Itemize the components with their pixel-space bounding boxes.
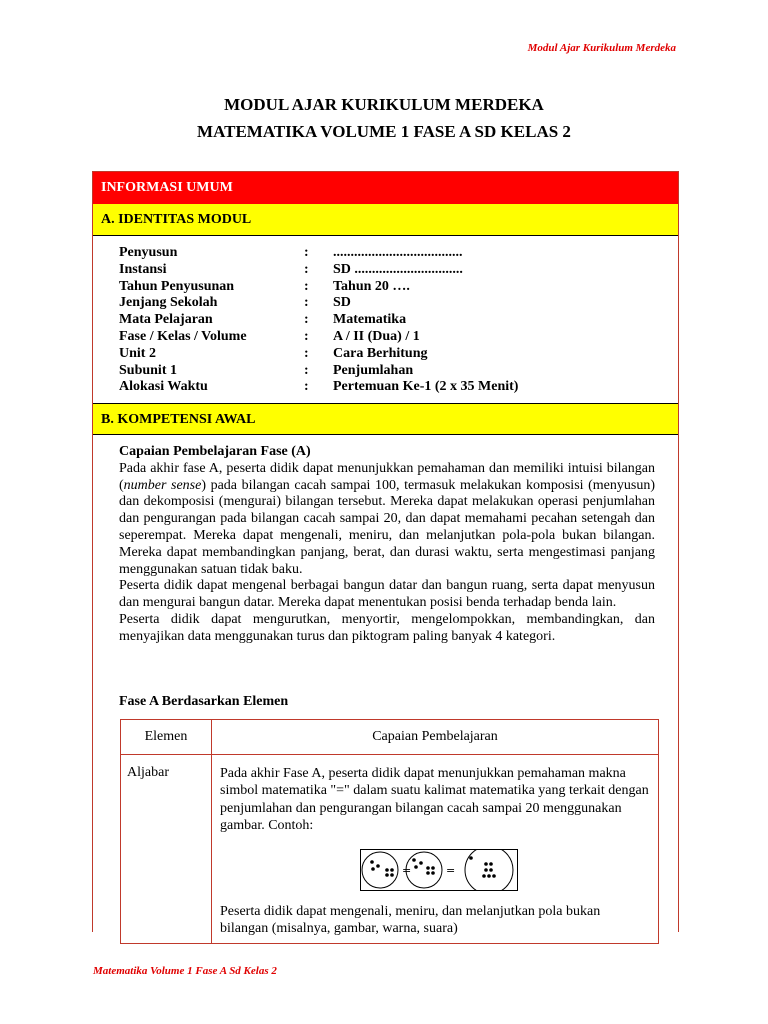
identitas-separator: : xyxy=(304,245,309,260)
table-header-row xyxy=(121,720,659,755)
identitas-label: Penyusun xyxy=(119,245,178,260)
capaian-text-2: Peserta didik dapat mengenali, meniru, dan melanjutkan pola bukan bilangan (misalnya, gambar, warna, suara) xyxy=(220,903,601,937)
section-identitas-modul: A. IDENTITAS MODUL xyxy=(93,204,678,236)
identitas-value: SD ............................... xyxy=(333,261,463,277)
capaian-paragraph-2: Peserta didik dapat mengenal berbagai bangun datar dan bangun ruang, serta dapat menyusun dan mengurai bangun datar. Mereka dapat menentukan posisi benda terhadap benda lain. xyxy=(119,578,655,611)
identitas-separator: : xyxy=(304,379,309,395)
identitas-list xyxy=(119,245,518,396)
identitas-separator: : xyxy=(304,312,309,328)
section-informasi-umum: INFORMASI UMUM xyxy=(93,172,678,204)
section-kompetensi-awal: B. KOMPETENSI AWAL xyxy=(93,403,678,435)
identitas-label: Mata Pelajaran xyxy=(119,312,213,328)
identitas-label: Fase / Kelas / Volume xyxy=(119,328,247,344)
module-frame xyxy=(92,171,679,937)
identitas-row xyxy=(119,312,518,329)
capaian-paragraph-3: Peserta didik dapat mengurutkan, menyortir, mengelompokkan, membandingkan, dan menyajikan data menggunakan turus dan piktogram paling banyak 4 kategori. xyxy=(119,611,655,644)
capaian-text-1: Pada akhir Fase A, peserta didik dapat menunjukkan pemahaman makna simbol matematika "=" dalam suatu kalimat matematika yang terkait dengan penjumlahan dan pengurangan bilangan cacah sampai 20 menggunakan gambar. Contoh: xyxy=(220,766,649,834)
identitas-row xyxy=(119,262,518,279)
document-subtitle: MATEMATIKA VOLUME 1 FASE A SD KELAS 2 xyxy=(197,122,571,141)
identitas-separator: : xyxy=(304,345,309,361)
identitas-row xyxy=(119,363,518,380)
identitas-separator: : xyxy=(304,328,309,344)
identitas-label: Unit 2 xyxy=(119,345,156,361)
column-header-elemen: Elemen xyxy=(121,720,212,755)
running-footer: Matematika Volume 1 Fase A Sd Kelas 2 xyxy=(93,965,277,977)
identitas-value: ..................................... xyxy=(333,245,463,260)
identitas-label: Tahun Penyusunan xyxy=(119,278,235,294)
identitas-separator: : xyxy=(304,278,309,294)
document-title: MODUL AJAR KURIKULUM MERDEKA xyxy=(224,95,544,114)
equals-sign-1: = xyxy=(402,863,412,877)
column-header-capaian: Capaian Pembelajaran xyxy=(212,720,659,755)
equals-sign-2: = xyxy=(446,863,456,877)
table-row xyxy=(121,755,659,944)
equality-example-image xyxy=(360,849,518,891)
identitas-separator: : xyxy=(304,295,309,311)
cell-capaian-aljabar xyxy=(212,755,659,944)
identitas-separator: : xyxy=(304,362,309,378)
fase-elemen-table xyxy=(120,719,659,944)
identitas-row xyxy=(119,329,518,346)
identitas-row xyxy=(119,346,518,363)
kompetensi-content xyxy=(119,444,655,646)
fase-table-title: Fase A Berdasarkan Elemen xyxy=(119,694,289,709)
identitas-label: Jenjang Sekolah xyxy=(119,295,218,311)
identitas-value: Penjumlahan xyxy=(333,362,414,378)
cell-elemen-aljabar: Aljabar xyxy=(121,755,212,944)
identitas-separator: : xyxy=(304,261,309,277)
identitas-value: SD xyxy=(333,295,351,311)
capaian-paragraph-1: Pada akhir fase A, peserta didik dapat menunjukkan pemahaman dan memiliki intuisi bilangan (number sense) pada bilangan cacah sampai 100, termasuk melakukan komposisi (menyusun) dan dekomposisi (mengurai) bilangan tersebut. Mereka dapat melakukan operasi penjumlahan dan pengurangan pada bilangan cacah sampai 20, dan dapat memahami pecahan setengah dan seperempat. Mereka dapat mengenali, meniru, dan melanjutkan pola-pola bukan bilangan. Mereka dapat membandingkan panjang, berat, dan durasi waktu, serta mengestimasi panjang menggunakan satuan tidak baku. xyxy=(119,460,655,577)
identitas-label: Instansi xyxy=(119,261,167,277)
identitas-value: A / II (Dua) / 1 xyxy=(333,328,420,344)
identitas-label: Alokasi Waktu xyxy=(119,379,208,395)
identitas-row xyxy=(119,279,518,296)
identitas-value: Matematika xyxy=(333,312,407,328)
running-header: Modul Ajar Kurikulum Merdeka xyxy=(527,42,676,54)
identitas-value: Cara Berhitung xyxy=(333,345,428,361)
identitas-row xyxy=(119,379,518,396)
identitas-label: Subunit 1 xyxy=(119,362,177,378)
identitas-row xyxy=(119,295,518,312)
capaian-subtitle: Capaian Pembelajaran Fase (A) xyxy=(119,444,311,459)
identitas-value: Tahun 20 …. xyxy=(333,278,410,294)
identitas-row xyxy=(119,245,518,262)
identitas-value: Pertemuan Ke-1 (2 x 35 Menit) xyxy=(333,379,519,395)
